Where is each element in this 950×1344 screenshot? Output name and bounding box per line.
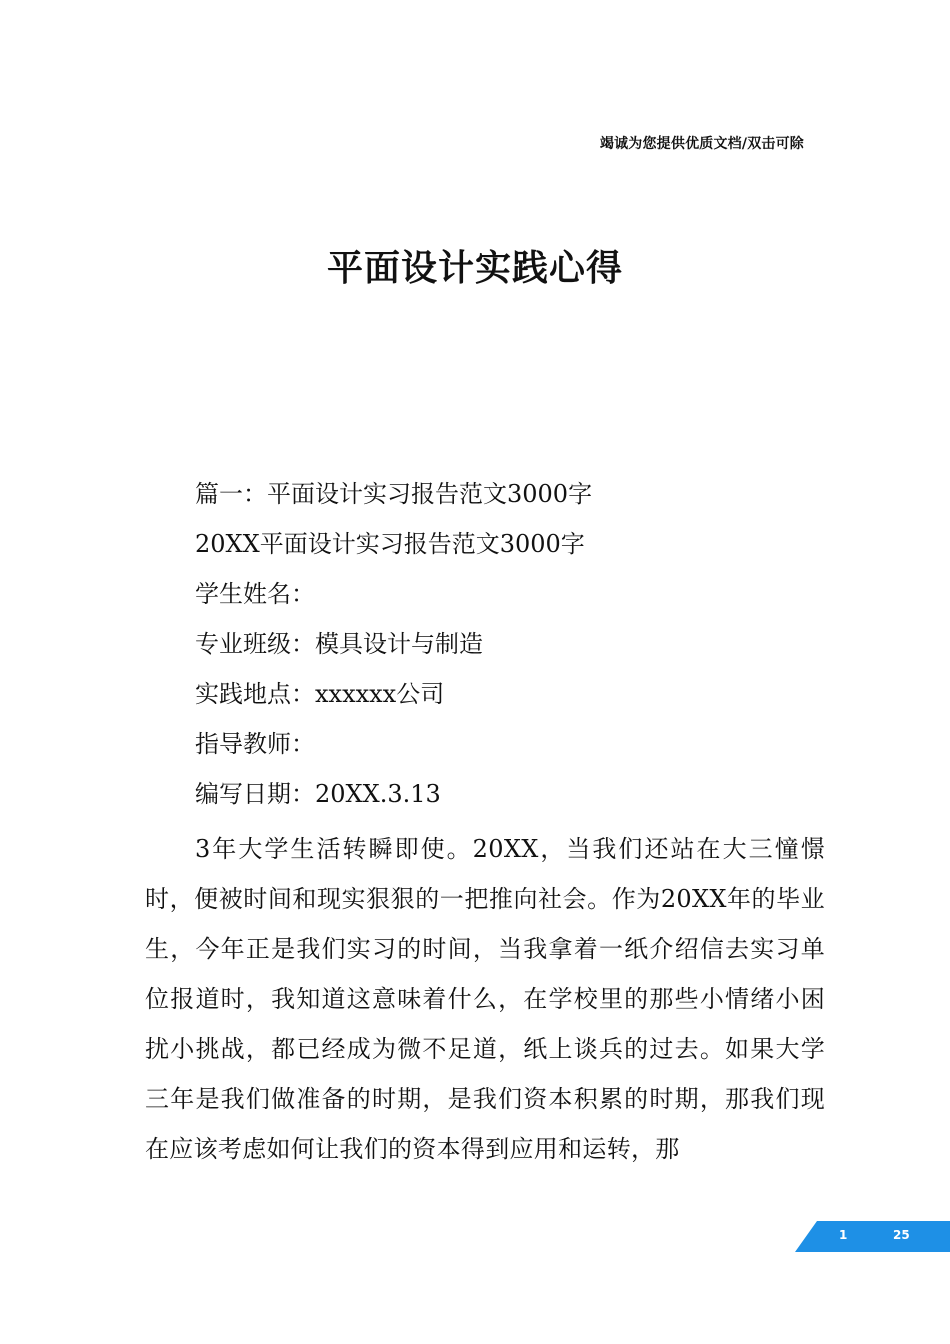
header-note: 竭诚为您提供优质文档/双击可除 [599,136,804,152]
current-page-number: 1 [839,1228,848,1242]
document-title: 平面设计实践心得 [326,248,623,289]
page-number-badge [795,1221,950,1252]
meta-line-practice-location: 实践地点：xxxxxx公司 [195,680,445,708]
body-paragraph: 3年大学生活转瞬即使。20XX，当我们还站在大三憧憬时，便被时间和现实狠狠的一把推向社会。作为20XX年的毕业生，今年正是我们实习的时间，当我拿着一纸介绍信去实习单位报道时，我知道这意味着什么，在学校里的那些小情绪小困扰小挑战，都已经成为微不足道，纸上谈兵的过去。如果大学三年是我们做准备的时期，是我们资本积累的时期，那我们现在应该考虑如何让我们的资本得到应用和运转，那 [145,835,825,1163]
meta-line-supervisor: 指导教师： [195,730,315,758]
meta-line-date: 编写日期：20XX.3.13 [195,780,441,808]
meta-line-major-class: 专业班级：模具设计与制造 [195,630,483,658]
meta-block [195,474,815,824]
meta-line-student-name: 学生姓名： [195,580,315,608]
page-badge-shape [795,1221,950,1252]
meta-line-report-title: 20XX平面设计实习报告范文3000字 [195,530,585,558]
total-page-count: 25 [893,1228,910,1242]
meta-line-article-heading: 篇一：平面设计实习报告范文3000字 [195,480,593,508]
